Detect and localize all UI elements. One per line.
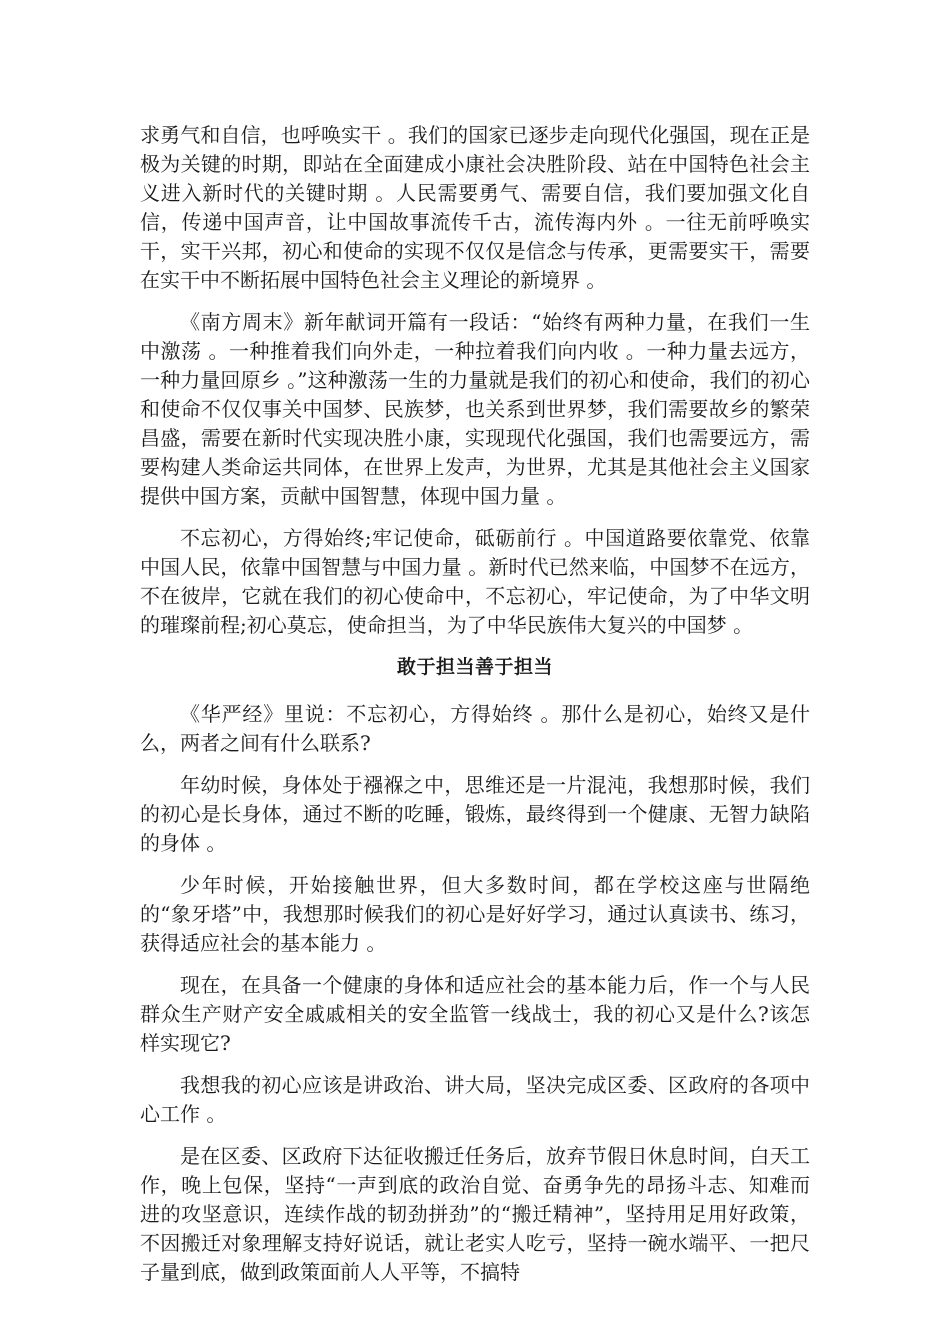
body-paragraph: 少年时候，开始接触世界，但大多数时间，都在学校这座与世隔绝的“象牙塔”中，我想那时候我们的初心是好好学习，通过认真读书、练习，获得适应社会的基本能力 。 [140, 873, 810, 955]
body-paragraph: 年幼时候，身体处于襁褓之中，思维还是一片混沌，我想那时候，我们的初心是长身体，通过不断的吃睡，锻炼，最终得到一个健康、无智力缺陷的身体 。 [140, 773, 810, 855]
body-paragraph: 《华严经》里说：不忘初心，方得始终 。那什么是初心，始终又是什么，两者之间有什么联系? [140, 702, 810, 755]
body-paragraph: 不忘初心，方得始终;牢记使命，砥砺前行 。中国道路要依靠党、依靠中国人民，依靠中国智慧与中国力量 。新时代已然来临，中国梦不在远方，不在彼岸，它就在我们的初心使命中，不忘初心，牢记使命，为了中华文明的璀璨前程;初心莫忘，使命担当，为了中华民族伟大复兴的中国梦 。 [140, 526, 810, 637]
document-body [140, 121, 810, 1300]
body-paragraph: 现在，在具备一个健康的身体和适应社会的基本能力后，作一个与人民群众生产财产安全戚戚相关的安全监管一线战士，我的初心又是什么?该怎样实现它? [140, 973, 810, 1055]
body-paragraph: 我想我的初心应该是讲政治、讲大局，坚决完成区委、区政府的各项中心工作 。 [140, 1073, 810, 1126]
section-heading: 敢于担当善于担当 [396, 656, 553, 678]
body-paragraph: 《南方周末》新年献词开篇有一段话：“始终有两种力量，在我们一生中激荡 。一种推着我们向外走，一种拉着我们向内收 。一种力量去远方，一种力量回原乡 。”这种激荡一生的力量就是我们的初心和使命，我们的初心和使命不仅仅事关中国梦、民族梦，也关系到世界梦，我们需要故乡的繁荣昌盛，需要在新时代实现决胜小康，实现现代化强国，我们也需要远方，需要构建人类命运共同体，在世界上发声，为世界，尤其是其他社会主义国家提供中国方案，贡献中国智慧，体现中国力量 。 [140, 310, 810, 508]
body-paragraph: 求勇气和自信，也呼唤实干 。我们的国家已逐步走向现代化强国，现在正是极为关键的时期，即站在全面建成小康社会决胜阶段、站在中国特色社会主义进入新时代的关键时期 。人民需要勇气、需要自信，我们要加强文化自信，传递中国声音，让中国故事流传千古，流传海内外 。一往无前呼唤实干，实干兴邦，初心和使命的实现不仅仅是信念与传承，更需要实干，需要在实干中不断拓展中国特色社会主义理论的新境界 。 [140, 123, 810, 292]
body-paragraph: 是在区委、区政府下达征收搬迁任务后，放弃节假日休息时间，白天工作，晚上包保，坚持“一声到底的政治自觉、奋勇争先的昂扬斗志、知难而进的攻坚意识，连续作战的韧劲拼劲”的“搬迁精神”，坚持用足用好政策，不因搬迁对象理解支持好说话，就让老实人吃亏，坚持一碗水端平、一把尺子量到底，做到政策面前人人平等，不搞特 [140, 1144, 810, 1284]
